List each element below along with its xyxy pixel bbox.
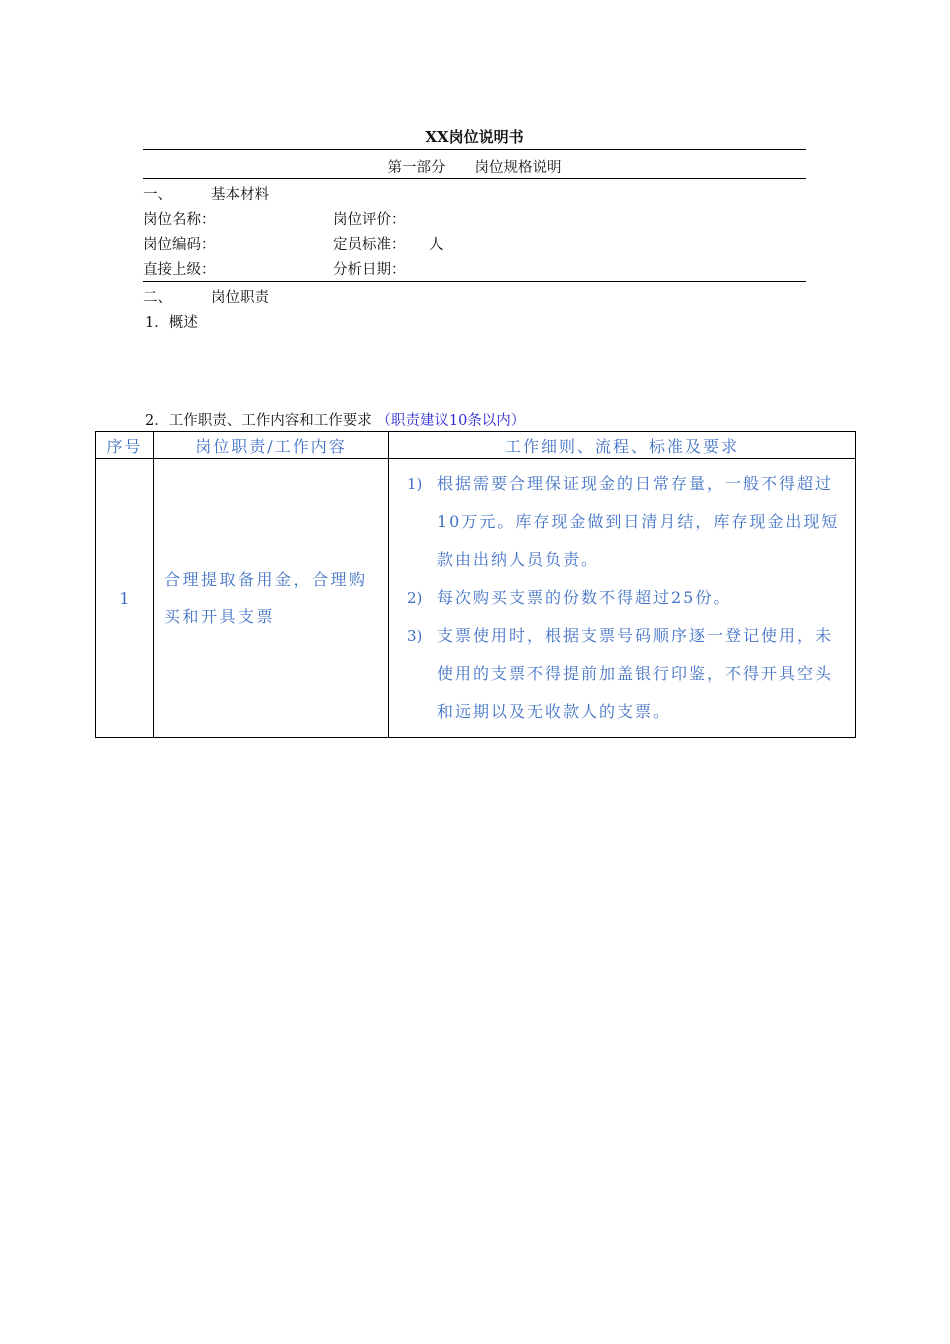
row-details [389,459,856,738]
detail-number: 3) [407,627,423,645]
item-duties-note: （职责建议10条以内） [376,413,526,429]
header-no: 序号 [96,432,154,459]
section2-title: 岗位职责 [211,290,269,306]
field-position-name: 岗位名称： [143,212,216,228]
detail-item [407,579,847,617]
part-divider [143,178,806,179]
detail-text: 每次购买支票的份数不得超过25份。 [437,588,732,607]
section2-number: 二、 [143,290,172,306]
duty-table [95,431,856,738]
header-content: 岗位职责/工作内容 [154,432,389,459]
field-position-code: 岗位编码： [143,237,216,253]
section-divider [143,281,806,282]
row-number: 1 [96,459,154,738]
detail-item [407,465,847,579]
item-overview: 1．概述 [145,315,198,331]
part-heading: 第一部分 岗位规格说明 [387,160,562,176]
row-content: 合理提取备用金，合理购买和开具支票 [154,459,389,738]
detail-text: 根据需要合理保证现金的日常存量，一般不得超过10万元。库存现金做到日清月结，库存现金出现短款由出纳人员负责。 [437,474,840,569]
field-position-eval: 岗位评价： [333,212,406,228]
document-title: XX岗位说明书 [425,128,524,146]
title-divider [143,149,806,150]
field-staff-standard: 定员标准： [333,237,406,253]
detail-number: 2) [407,589,423,607]
field-analysis-date: 分析日期： [333,262,406,278]
detail-text: 支票使用时，根据支票号码顺序逐一登记使用，未使用的支票不得提前加盖银行印鉴，不得开具空头和远期以及无收款人的支票。 [437,626,834,721]
detail-item [407,617,847,731]
item-duties-heading [145,409,525,430]
section1-title: 基本材料 [211,187,269,203]
field-staff-unit: 人 [429,237,444,253]
field-supervisor: 直接上级： [143,262,216,278]
duty-table-header-row [96,432,856,459]
header-details: 工作细则、流程、标准及要求 [389,432,856,459]
table-row [96,459,856,738]
detail-number: 1) [407,475,423,493]
section1-number: 一、 [143,187,172,203]
item-duties-label: 2．工作职责、工作内容和工作要求 [145,413,372,429]
